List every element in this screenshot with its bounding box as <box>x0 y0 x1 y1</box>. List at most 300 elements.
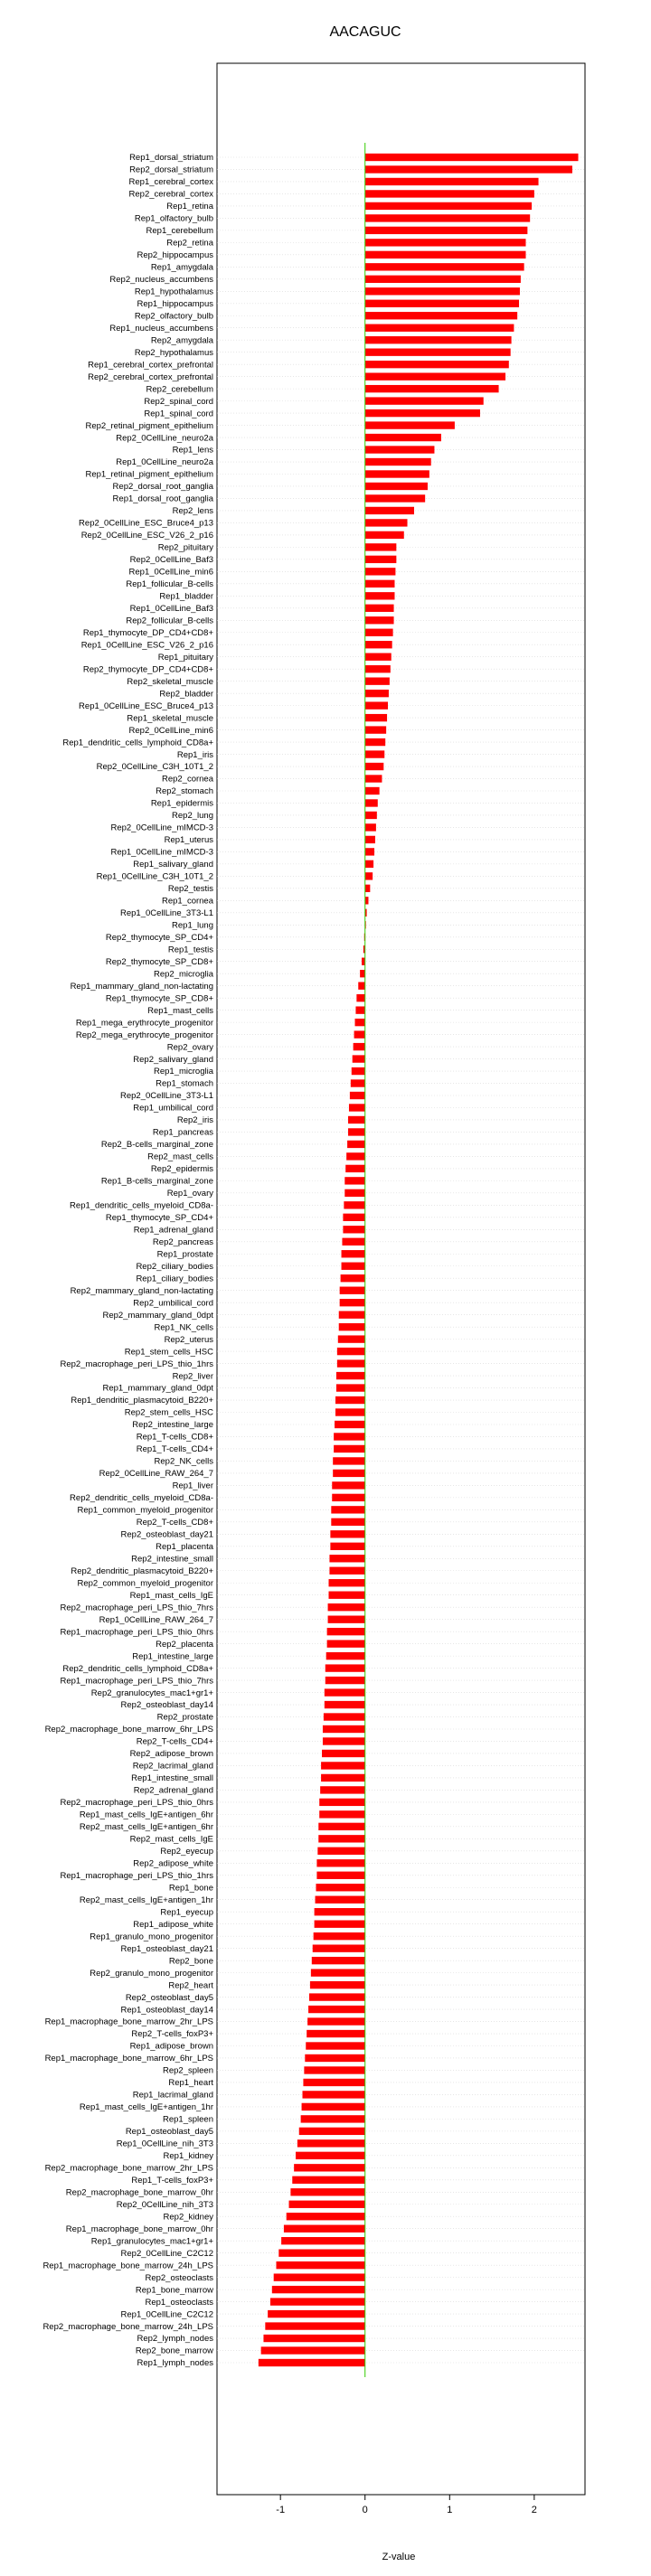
category-label: Rep1_macrophage_peri_LPS_thio_7hrs <box>60 1676 213 1687</box>
bar <box>342 1263 365 1270</box>
category-label: Rep1_uterus <box>164 835 213 846</box>
bar <box>297 2139 365 2147</box>
category-label: Rep2_stem_cells_HSC <box>124 1407 213 1418</box>
category-label: Rep1_0CellLine_min6 <box>128 567 213 578</box>
bar <box>365 263 524 270</box>
bar <box>302 2103 365 2111</box>
category-label: Rep2_mast_cells <box>147 1152 213 1162</box>
bar <box>365 372 505 380</box>
bar <box>365 738 385 746</box>
bar <box>326 1652 365 1659</box>
category-label: Rep1_bone <box>168 1883 213 1894</box>
category-label: Rep1_lymph_nodes <box>137 2358 213 2369</box>
bar <box>344 1177 364 1184</box>
category-label: Rep1_spinal_cord <box>144 409 213 419</box>
bar <box>274 2273 365 2280</box>
bar <box>328 1616 365 1623</box>
bar <box>355 1006 364 1013</box>
bar <box>281 2237 365 2244</box>
bar <box>318 1835 364 1842</box>
category-label: Rep2_cornea <box>161 774 213 785</box>
bar <box>365 872 373 879</box>
bar <box>365 665 391 672</box>
bar <box>365 446 435 453</box>
category-label: Rep1_intestine_small <box>131 1773 213 1784</box>
category-label: Rep2_follicular_B-cells <box>126 616 213 626</box>
category-label: Rep1_salivary_gland <box>133 860 213 870</box>
bar <box>365 592 395 599</box>
category-label: Rep2_0CellLine_nih_3T3 <box>116 2199 213 2210</box>
category-label: Rep2_spleen <box>163 2065 213 2076</box>
bar <box>365 434 441 441</box>
category-label: Rep1_NK_cells <box>154 1322 213 1333</box>
bar <box>365 178 539 185</box>
bar <box>323 1737 365 1744</box>
category-label: Rep2_stomach <box>156 786 213 797</box>
bar <box>311 1969 365 1976</box>
bar <box>265 2322 364 2329</box>
bar <box>365 470 429 477</box>
category-label: Rep1_intestine_large <box>132 1651 213 1662</box>
category-label: Rep2_dendritic_cells_myeloid_CD8a- <box>70 1493 213 1504</box>
category-label: Rep2_mast_cells_IgE+antigen_6hr <box>79 1822 213 1833</box>
bar <box>347 1141 365 1148</box>
bar <box>349 1104 365 1111</box>
category-label: Rep2_NK_cells <box>154 1456 213 1467</box>
bar <box>316 1884 364 1891</box>
bar <box>365 165 572 173</box>
category-label: Rep2_bone <box>168 1956 213 1967</box>
category-label: Rep2_macrophage_peri_LPS_thio_7hrs <box>60 1603 213 1613</box>
category-label: Rep1_0CellLine_neuro2a <box>116 457 213 468</box>
category-label: Rep2_bone_marrow <box>135 2346 213 2356</box>
category-label: Rep2_salivary_gland <box>133 1054 213 1065</box>
category-label: Rep2_skeletal_muscle <box>127 676 213 687</box>
category-label: Rep2_umbilical_cord <box>133 1298 213 1309</box>
category-label: Rep1_macrophage_bone_marrow_6hr_LPS <box>44 2054 213 2064</box>
category-label: Rep1_skeletal_muscle <box>127 713 213 724</box>
category-label: Rep2_adrenal_gland <box>133 1785 213 1796</box>
category-label: Rep1_liver <box>172 1481 213 1491</box>
category-label: Rep2_osteoclasts <box>145 2272 213 2283</box>
x-tick-label: 2 <box>531 2505 537 2515</box>
category-label: Rep2_lung <box>172 811 213 822</box>
bar <box>290 2188 364 2195</box>
bar <box>287 2213 365 2220</box>
category-label: Rep2_0CellLine_ESC_Bruce4_p13 <box>79 518 213 529</box>
bar <box>336 1384 365 1391</box>
bar <box>365 763 384 770</box>
bar <box>345 1165 365 1172</box>
category-label: Rep1_mammary_gland_non-lactating <box>70 981 213 992</box>
x-tick-label: 0 <box>362 2505 368 2515</box>
bar <box>365 239 526 246</box>
category-label: Rep2_lacrimal_gland <box>132 1761 213 1772</box>
category-label: Rep1_kidney <box>163 2151 213 2162</box>
category-label: Rep2_prostate <box>156 1712 213 1723</box>
category-label: Rep2_pancreas <box>152 1236 213 1247</box>
category-label: Rep2_iris <box>176 1115 213 1126</box>
category-label: Rep2_cerebellum <box>146 384 213 395</box>
bar <box>315 1921 365 1928</box>
bar <box>365 421 455 428</box>
category-label: Rep1_thymocyte_DP_CD4+CD8+ <box>82 627 213 638</box>
category-label: Rep1_mammary_gland_0dpt <box>102 1383 213 1394</box>
bar <box>337 1348 365 1355</box>
bar <box>365 543 397 550</box>
bar <box>278 2249 364 2256</box>
category-label: Rep1_granulocytes_mac1+gr1+ <box>90 2236 213 2247</box>
category-label: Rep2_mast_cells_IgE+antigen_1hr <box>79 1894 213 1905</box>
bar <box>305 2054 364 2062</box>
bar <box>317 1847 364 1855</box>
category-label: Rep1_T-cells_CD4+ <box>136 1444 213 1455</box>
bar <box>360 970 365 977</box>
bar <box>335 1408 365 1415</box>
bar <box>272 2286 365 2293</box>
bar <box>328 1603 365 1611</box>
bar <box>365 897 369 904</box>
category-label: Rep2_0CellLine_neuro2a <box>116 433 213 444</box>
category-label: Rep2_spinal_cord <box>144 396 213 407</box>
bar <box>365 836 375 843</box>
bar <box>365 276 521 283</box>
category-label: Rep1_macrophage_bone_marrow_2hr_LPS <box>44 2017 213 2027</box>
bar <box>355 1019 365 1026</box>
bar <box>365 324 514 332</box>
category-label: Rep1_T-cells_foxP3+ <box>131 2175 213 2186</box>
x-axis-title: Z-value <box>382 2552 416 2562</box>
category-label: Rep1_nucleus_accumbens <box>109 323 213 334</box>
category-label: Rep1_heart <box>168 2078 213 2089</box>
bar <box>330 1543 364 1550</box>
bar <box>301 2115 365 2122</box>
bar <box>353 1055 365 1062</box>
bar <box>309 1993 365 2000</box>
bar <box>329 1592 365 1599</box>
bar <box>304 2066 364 2073</box>
bar <box>268 2310 365 2317</box>
category-label: Rep1_0CellLine_ESC_V26_2_p16 <box>80 640 213 651</box>
category-label: Rep1_retinal_pigment_epithelium <box>85 469 213 480</box>
category-label: Rep1_stem_cells_HSC <box>124 1347 213 1358</box>
category-label: Rep1_epidermis <box>150 798 213 809</box>
category-label: Rep2_ciliary_bodies <box>136 1261 213 1272</box>
category-label: Rep1_amygdala <box>150 262 213 273</box>
category-label: Rep1_macrophage_bone_marrow_24h_LPS <box>42 2261 213 2271</box>
category-label: Rep2_cerebral_cortex <box>128 189 213 200</box>
category-label: Rep1_adipose_white <box>133 1919 213 1930</box>
category-label: Rep1_bone_marrow <box>135 2285 213 2296</box>
bar <box>332 1481 364 1489</box>
category-label: Rep1_hippocampus <box>137 298 213 309</box>
category-label: Rep2_common_myeloid_progenitor <box>77 1578 213 1589</box>
bar <box>320 1786 365 1793</box>
category-label: Rep1_thymocyte_SP_CD8+ <box>105 993 213 1004</box>
category-label: Rep1_0CellLine_RAW_264_7 <box>99 1614 213 1625</box>
bar <box>331 1506 364 1513</box>
bar <box>350 1092 365 1099</box>
category-label: Rep2_macrophage_bone_marrow_0hr <box>65 2187 213 2198</box>
bar <box>343 1214 364 1221</box>
bar <box>316 1859 364 1866</box>
bar <box>365 714 387 721</box>
category-label: Rep1_cornea <box>161 896 213 907</box>
bar <box>348 1128 365 1135</box>
category-label: Rep1_spleen <box>163 2114 213 2125</box>
category-label: Rep2_0CellLine_3T3-L1 <box>120 1091 213 1102</box>
bar <box>365 775 382 782</box>
category-label: Rep2_mega_erythrocyte_progenitor <box>75 1029 213 1040</box>
bar <box>365 251 526 259</box>
bar <box>365 287 520 295</box>
bar <box>354 1043 365 1050</box>
category-label: Rep2_intestine_small <box>131 1554 213 1565</box>
category-label: Rep2_dorsal_root_ganglia <box>112 482 213 493</box>
category-label: Rep2_adipose_brown <box>129 1749 213 1760</box>
bar <box>323 1725 365 1733</box>
category-label: Rep1_cerebral_cortex <box>128 177 213 188</box>
category-label: Rep1_retina <box>166 202 213 212</box>
bar <box>365 190 534 197</box>
bar <box>365 531 404 539</box>
category-label: Rep2_uterus <box>164 1334 213 1345</box>
bar <box>299 2128 365 2135</box>
category-label: Rep2_B-cells_marginal_zone <box>100 1140 213 1151</box>
x-tick-label: 1 <box>447 2505 453 2515</box>
category-label: Rep1_placenta <box>156 1541 213 1552</box>
category-label: Rep1_cerebral_cortex_prefrontal <box>88 360 213 371</box>
category-label: Rep1_cerebellum <box>146 226 213 237</box>
bar <box>342 1238 364 1246</box>
bar <box>319 1799 365 1806</box>
category-label: Rep2_retina <box>166 238 213 249</box>
category-label: Rep1_olfactory_bulb <box>134 213 213 224</box>
bar <box>341 1274 365 1282</box>
category-label: Rep1_microglia <box>153 1067 213 1077</box>
x-axis <box>276 2495 537 2515</box>
bar <box>314 1932 365 1940</box>
category-label: Rep1_follicular_B-cells <box>126 579 213 590</box>
category-label: Rep1_adipose_brown <box>129 2041 213 2052</box>
bar <box>261 2346 365 2354</box>
category-label: Rep1_umbilical_cord <box>133 1103 213 1114</box>
bar <box>365 361 509 368</box>
bar <box>365 799 378 806</box>
bar <box>365 336 512 343</box>
bar <box>365 885 371 892</box>
bar <box>332 1494 364 1501</box>
category-label: Rep2_osteoblast_day5 <box>125 1992 213 2003</box>
bar <box>296 2152 365 2159</box>
category-label: Rep2_mast_cells_IgE <box>129 1834 213 1845</box>
category-label: Rep2_testis <box>167 884 213 895</box>
bar <box>365 641 392 648</box>
category-label: Rep1_dorsal_striatum <box>129 153 213 164</box>
bar <box>321 1774 365 1782</box>
bar <box>365 494 425 502</box>
bar <box>365 653 392 661</box>
bar <box>365 787 380 794</box>
category-label: Rep2_thymocyte_SP_CD4+ <box>105 932 213 943</box>
bar <box>313 1944 365 1951</box>
bar <box>337 1359 365 1367</box>
category-label: Rep2_0CellLine_min6 <box>128 725 213 736</box>
bar <box>294 2164 365 2171</box>
bar <box>365 812 377 819</box>
category-label: Rep1_macrophage_peri_LPS_thio_1hrs <box>60 1870 213 1881</box>
bar <box>365 519 408 526</box>
category-label: Rep2_granulo_mono_progenitor <box>90 1968 213 1979</box>
bar <box>330 1530 364 1537</box>
category-label: Rep1_0CellLine_3T3-L1 <box>120 908 213 919</box>
category-label: Rep1_dendritic_cells_lymphoid_CD8a+ <box>62 738 213 748</box>
category-label: Rep1_mast_cells_IgE+antigen_1hr <box>79 2102 213 2113</box>
category-label: Rep1_bladder <box>159 591 213 602</box>
bar <box>316 1896 365 1904</box>
bar <box>284 2225 365 2233</box>
category-label: Rep1_mast_cells_IgE+antigen_6hr <box>79 1810 213 1820</box>
category-label: Rep2_mammary_gland_0dpt <box>102 1310 213 1321</box>
category-label: Rep2_microglia <box>153 969 213 980</box>
bar <box>329 1555 364 1562</box>
category-label: Rep2_bladder <box>159 689 213 700</box>
category-label: Rep2_T-cells_foxP3+ <box>131 2029 213 2040</box>
bar <box>365 605 394 612</box>
category-label: Rep1_mega_erythrocyte_progenitor <box>75 1018 213 1029</box>
category-label: Rep1_T-cells_CD8+ <box>136 1432 213 1443</box>
category-label: Rep1_iris <box>176 749 213 760</box>
bar <box>325 1688 365 1696</box>
category-label: Rep1_osteoclasts <box>145 2297 213 2308</box>
category-label: Rep1_lung <box>172 920 213 931</box>
bar <box>339 1323 365 1330</box>
bar <box>365 300 519 307</box>
bar <box>329 1567 364 1575</box>
category-label: Rep2_thymocyte_DP_CD4+CD8+ <box>82 664 213 675</box>
bar <box>329 1579 365 1586</box>
category-label: Rep1_hypothalamus <box>134 287 213 297</box>
bar <box>365 458 431 465</box>
bar <box>340 1299 365 1306</box>
category-label: Rep1_0CellLine_Baf3 <box>129 603 213 614</box>
bar <box>338 1335 365 1342</box>
bar <box>340 1287 365 1294</box>
bar <box>365 202 532 210</box>
bar <box>302 2091 364 2098</box>
bar <box>365 860 373 868</box>
category-label: Rep1_adrenal_gland <box>133 1225 213 1236</box>
bar <box>326 1664 365 1671</box>
category-label: Rep2_amygdala <box>150 335 213 346</box>
bar <box>292 2176 364 2184</box>
category-label: Rep1_macrophage_peri_LPS_thio_0hrs <box>60 1627 213 1638</box>
category-label: Rep1_0CellLine_mIMCD-3 <box>110 847 213 858</box>
bar <box>310 1981 365 1988</box>
category-label: Rep2_macrophage_peri_LPS_thio_1hrs <box>60 1359 213 1369</box>
category-label: Rep2_osteoblast_day21 <box>120 1529 213 1540</box>
category-label: Rep2_0CellLine_ESC_V26_2_p16 <box>80 531 213 541</box>
bar <box>365 507 414 514</box>
bar <box>365 750 385 757</box>
bar <box>316 1872 364 1879</box>
category-label: Rep1_0CellLine_C2C12 <box>120 2309 213 2320</box>
bar <box>365 616 394 624</box>
bar <box>335 1396 365 1404</box>
category-label: Rep2_lymph_nodes <box>137 2334 213 2345</box>
category-label: Rep1_0CellLine_ESC_Bruce4_p13 <box>79 700 213 711</box>
category-label: Rep2_placenta <box>156 1639 213 1650</box>
chart-title: AACAGUC <box>329 24 401 40</box>
category-label: Rep2_nucleus_accumbens <box>109 275 213 286</box>
bar <box>365 556 397 563</box>
bar <box>259 2359 365 2366</box>
category-label: Rep2_hippocampus <box>137 250 213 261</box>
category-label: Rep2_hypothalamus <box>134 347 213 358</box>
category-label: Rep2_0CellLine_C3H_10T1_2 <box>96 762 213 773</box>
bar <box>365 823 376 831</box>
category-label: Rep1_macrophage_bone_marrow_0hr <box>65 2223 213 2234</box>
category-label: Rep2_T-cells_CD4+ <box>136 1736 213 1747</box>
category-label: Rep2_0CellLine_C2C12 <box>120 2248 213 2259</box>
category-label: Rep2_0CellLine_Baf3 <box>129 555 213 566</box>
bar <box>365 154 579 161</box>
category-label: Rep1_mast_cells_IgE <box>129 1590 213 1601</box>
category-label: Rep1_dendritic_plasmacytoid_B220+ <box>71 1396 213 1406</box>
bar <box>270 2298 365 2305</box>
bar <box>339 1311 365 1318</box>
bar <box>335 1421 365 1428</box>
category-label: Rep2_0CellLine_mIMCD-3 <box>110 823 213 833</box>
bar <box>343 1226 364 1233</box>
x-tick-label: -1 <box>276 2505 286 2515</box>
category-label: Rep2_macrophage_bone_marrow_2hr_LPS <box>44 2163 213 2174</box>
bar <box>289 2201 365 2208</box>
bar <box>318 1823 364 1830</box>
category-label: Rep1_eyecup <box>160 1907 213 1918</box>
category-label: Rep2_mammary_gland_non-lactating <box>70 1285 213 1296</box>
category-label: Rep1_0CellLine_nih_3T3 <box>116 2139 213 2149</box>
bar <box>325 1701 365 1708</box>
bar <box>365 483 428 490</box>
category-label: Rep1_osteoblast_day14 <box>120 2005 213 2016</box>
bar <box>334 1433 365 1440</box>
bar <box>342 1250 365 1257</box>
bar <box>365 227 528 234</box>
category-label: Rep1_lacrimal_gland <box>132 2090 213 2101</box>
category-label: Rep2_0CellLine_RAW_264_7 <box>99 1469 213 1480</box>
category-label: Rep2_lens <box>172 506 213 517</box>
bar <box>327 1628 365 1635</box>
category-label: Rep2_dendritic_cells_lymphoid_CD8a+ <box>62 1663 213 1674</box>
bar <box>307 2030 365 2037</box>
category-label: Rep1_B-cells_marginal_zone <box>100 1176 213 1187</box>
category-label: Rep1_0CellLine_C3H_10T1_2 <box>96 871 213 882</box>
bar <box>348 1116 365 1123</box>
bar <box>263 2335 364 2342</box>
category-label: Rep1_osteoblast_day21 <box>120 1943 213 1954</box>
category-label: Rep2_liver <box>172 1371 213 1382</box>
category-label: Rep1_granulo_mono_progenitor <box>90 1932 213 1942</box>
category-label: Rep1_dendritic_cells_myeloid_CD8a- <box>70 1200 213 1211</box>
category-label: Rep2_adipose_white <box>133 1858 213 1869</box>
bar <box>356 994 364 1001</box>
bar <box>324 1713 365 1720</box>
bar <box>358 982 364 990</box>
bar <box>365 848 374 855</box>
category-label: Rep1_osteoblast_day5 <box>125 2127 213 2138</box>
bar <box>308 2006 365 2013</box>
